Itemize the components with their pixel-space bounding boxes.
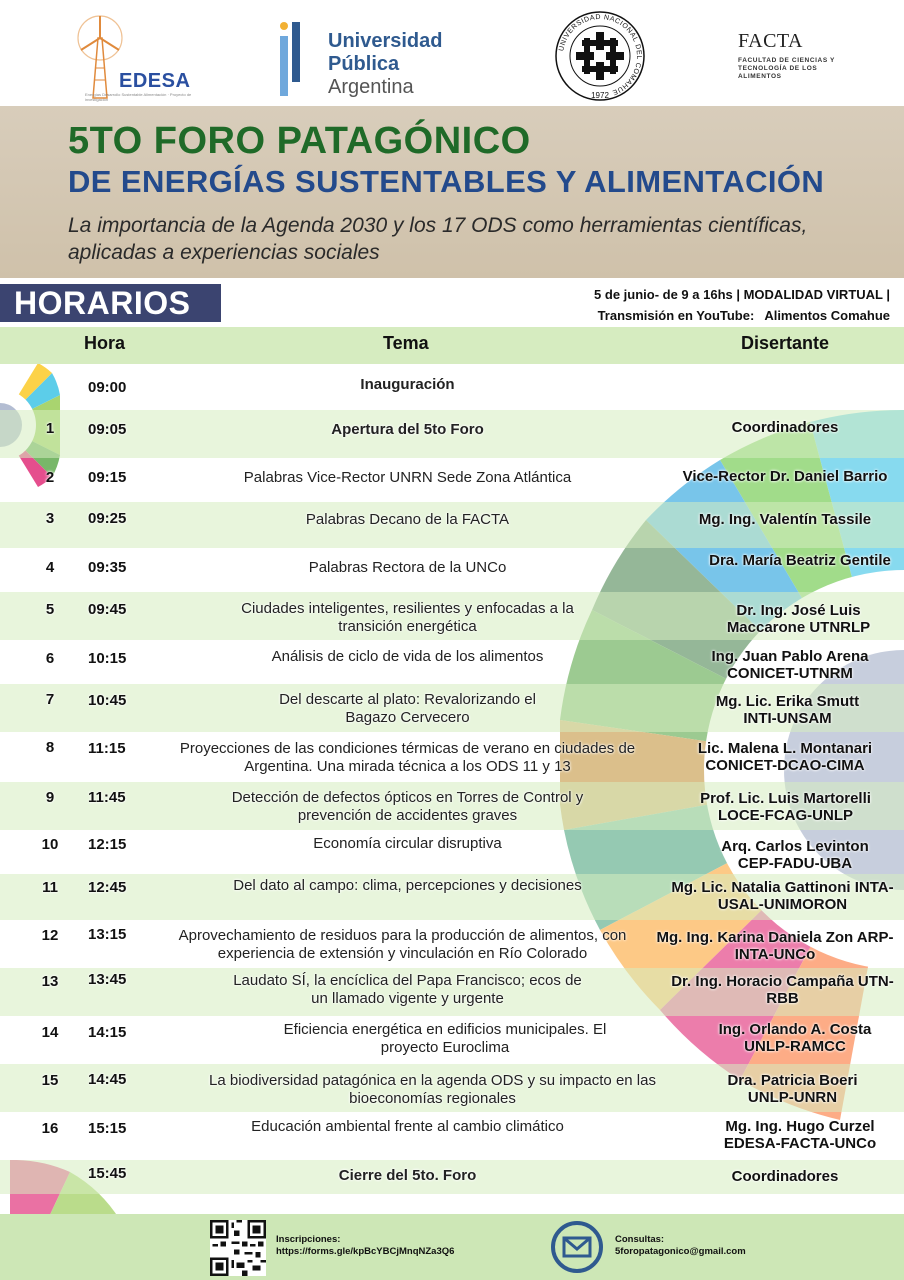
footer	[0, 1214, 904, 1280]
upa-mark-icon	[276, 18, 316, 98]
row-num: 12	[41, 927, 59, 944]
edesa-subtitle: Energías Desarrollo Sustentable Alimentación · Proyecto de investigación	[85, 92, 192, 102]
row-hora: 10:15	[88, 650, 127, 667]
row-hora: 10:45	[88, 692, 127, 709]
row-disertante: Coordinadores	[731, 1168, 839, 1185]
upa-line-3: Argentina	[328, 76, 414, 98]
table-header	[0, 327, 904, 364]
row-tema: Proyecciones de las condiciones térmicas de verano en ciudades de Argentina. Una mirada técnica a los ODS 11 y 13	[179, 740, 636, 775]
row-num: 2	[45, 469, 55, 486]
contact-label: Consultas:	[615, 1234, 665, 1245]
table-row	[0, 1064, 904, 1112]
row-hora: 11:45	[88, 789, 126, 806]
facta-logo	[738, 30, 878, 90]
row-num: 14	[41, 1024, 59, 1041]
row-hora: 14:45	[88, 1071, 127, 1088]
row-hora: 15:15	[88, 1120, 127, 1137]
row-num: 9	[45, 789, 55, 806]
row-num: 8	[45, 739, 55, 756]
row-hora: 13:45	[88, 971, 127, 988]
row-tema: Inauguración	[360, 376, 455, 393]
table-row	[0, 592, 904, 640]
table-row	[0, 502, 904, 548]
row-tema: Palabras Vice-Rector UNRN Sede Zona Atlántica	[243, 469, 572, 486]
header-disertante: Disertante	[741, 333, 830, 353]
edesa-logo	[55, 8, 200, 100]
contact-email[interactable]: 5foropatagonico@gmail.com	[615, 1246, 746, 1257]
registration-link[interactable]: https://forms.gle/kpBcYBCjMnqNZa3Q6	[276, 1246, 455, 1257]
registration-info	[276, 1234, 454, 1258]
row-disertante: Dr. Ing. José Luis Maccarone UTNRLP	[726, 602, 871, 636]
row-disertante: Mg. Lic. Natalia Gattinoni INTA-USAL-UNIMORON	[671, 879, 894, 913]
row-num: 16	[41, 1120, 59, 1137]
row-hora: 12:15	[88, 836, 127, 853]
row-disertante: Prof. Lic. Luis Martorelli LOCE-FCAG-UNLP	[700, 790, 871, 824]
row-tema: Economía circular disruptiva	[313, 835, 502, 852]
svg-text:UNIVERSIDAD NACIONAL DEL COMAH: UNIVERSIDAD NACIONAL DEL COMAHUE	[558, 13, 643, 96]
registration-label: Inscripciones:	[276, 1234, 341, 1245]
row-tema: Palabras Rectora de la UNCo	[308, 559, 507, 576]
row-tema: Apertura del 5to Foro	[331, 421, 484, 438]
event-info	[450, 284, 890, 326]
row-num: 5	[45, 601, 55, 618]
event-subtitle: DE ENERGÍAS SUSTENTABLES Y ALIMENTACIÓN	[68, 164, 825, 199]
table-row	[0, 830, 904, 874]
row-hora: 09:15	[88, 469, 127, 486]
row-hora: 09:05	[88, 421, 127, 438]
row-tema: Análisis de ciclo de vida de los alimentos	[271, 648, 544, 665]
row-disertante: Mg. Ing. Hugo Curzel EDESA-FACTA-UNCo	[723, 1118, 877, 1152]
mail-icon[interactable]	[550, 1220, 604, 1274]
logo-row	[0, 0, 904, 106]
row-tema: Detección de defectos ópticos en Torres de Control y prevención de accidentes graves	[231, 789, 584, 824]
table-row	[0, 1112, 904, 1160]
row-num: 1	[45, 420, 55, 437]
row-num: 3	[45, 510, 55, 527]
table-row	[0, 874, 904, 920]
row-tema: Aprovechamiento de residuos para la producción de alimentos, con experiencia de extensión y vinculación en Río Colorado	[178, 927, 627, 962]
table-row	[0, 366, 904, 410]
row-tema: Cierre del 5to. Foro	[338, 1167, 477, 1184]
youtube-channel: Alimentos Comahue	[764, 308, 890, 323]
table-row	[0, 548, 904, 592]
table-row	[0, 732, 904, 782]
row-tema: Del descarte al plato: Revalorizando el Bagazo Cervecero	[279, 691, 536, 726]
table-row	[0, 410, 904, 458]
header-tema: Tema	[383, 333, 429, 353]
facta-subtitle: FACULTAD DE CIENCIAS Y TECNOLOGÍA DE LOS ALIMENTOS	[738, 57, 835, 80]
row-hora: 15:45	[88, 1165, 127, 1182]
event-stream	[450, 305, 890, 326]
row-num: 10	[41, 836, 59, 853]
row-disertante: Dra. Patricia Boeri UNLP-UNRN	[727, 1072, 858, 1106]
event-tagline: La importancia de la Agenda 2030 y los 17 ODS como herramientas científicas, aplicadas a experiencias sociales	[68, 214, 808, 264]
row-hora: 09:35	[88, 559, 127, 576]
row-disertante: Ing. Juan Pablo Arena CONICET-UTNRM	[711, 648, 869, 682]
upa-line-1: Universidad	[328, 30, 443, 52]
row-tema: Palabras Decano de la FACTA	[305, 511, 510, 528]
event-date-mode: 5 de junio- de 9 a 16hs | MODALIDAD VIRTUAL |	[594, 287, 890, 302]
table-row	[0, 782, 904, 830]
event-title: 5TO FORO PATAGÓNICO	[68, 120, 531, 162]
title-band	[0, 106, 904, 278]
row-hora: 11:15	[88, 740, 126, 757]
row-num: 4	[45, 559, 55, 576]
upa-line-2: Pública	[328, 53, 400, 75]
row-disertante: Coordinadores	[731, 419, 839, 436]
row-num: 13	[41, 973, 59, 990]
row-hora: 09:45	[88, 601, 127, 618]
table-row	[0, 458, 904, 502]
table-row	[0, 1160, 904, 1194]
row-num: 7	[45, 691, 55, 708]
unco-seal	[554, 10, 646, 102]
table-row	[0, 684, 904, 732]
row-disertante: Dr. Ing. Horacio Campaña UTN-RBB	[671, 973, 894, 1007]
row-num: 15	[41, 1072, 59, 1089]
row-tema: Laudato SÍ, la encíclica del Papa Francisco; ecos de un llamado vigente y urgente	[233, 972, 582, 1007]
row-hora: 14:15	[88, 1024, 127, 1041]
stream-label: Transmisión en YouTube:	[597, 308, 755, 323]
unco-seal-year: 1972	[591, 91, 609, 100]
table-row	[0, 920, 904, 968]
horarios-label	[0, 284, 221, 322]
edesa-name: EDESA	[119, 70, 191, 92]
row-hora: 12:45	[88, 879, 127, 896]
table-row	[0, 640, 904, 684]
qr-code-icon[interactable]	[210, 1220, 266, 1276]
row-tema: Eficiencia energética en edificios municipales. El proyecto Euroclima	[283, 1021, 607, 1056]
row-disertante: Lic. Malena L. Montanari CONICET-DCAO-CIMA	[697, 740, 873, 774]
table-row	[0, 1016, 904, 1064]
row-disertante: Mg. Lic. Erika Smutt INTI-UNSAM	[715, 693, 860, 727]
header-hora: Hora	[84, 333, 126, 353]
row-disertante: Arq. Carlos Levinton CEP-FADU-UBA	[721, 838, 869, 872]
row-disertante: Ing. Orlando A. Costa UNLP-RAMCC	[718, 1021, 872, 1055]
row-tema: La biodiversidad patagónica en la agenda ODS y su impacto en las bioeconomías regionales	[209, 1072, 656, 1107]
contact-info	[615, 1234, 746, 1258]
row-num: 6	[45, 650, 55, 667]
row-hora: 13:15	[88, 926, 127, 943]
row-tema: Educación ambiental frente al cambio climático	[251, 1118, 564, 1135]
upa-logo	[276, 16, 456, 100]
row-hora: 09:25	[88, 510, 127, 527]
row-disertante: Dra. María Beatriz Gentile	[709, 552, 891, 569]
row-hora: 09:00	[88, 379, 127, 396]
row-num: 11	[42, 879, 58, 896]
unco-seal-icon	[554, 10, 646, 102]
row-tema: Del dato al campo: clima, percepciones y decisiones	[233, 877, 582, 894]
row-disertante: Mg. Ing. Valentín Tassile	[698, 511, 872, 528]
table-row	[0, 968, 904, 1016]
row-disertante: Vice-Rector Dr. Daniel Barrio	[682, 468, 888, 485]
row-tema: Ciudades inteligentes, resilientes y enfocadas a la transición energética	[241, 600, 574, 635]
facta-title: FACTA	[738, 30, 803, 52]
row-disertante: Mg. Ing. Karina Daniela Zon ARP-INTA-UNCo	[656, 929, 894, 963]
horarios-text: HORARIOS	[14, 285, 191, 321]
